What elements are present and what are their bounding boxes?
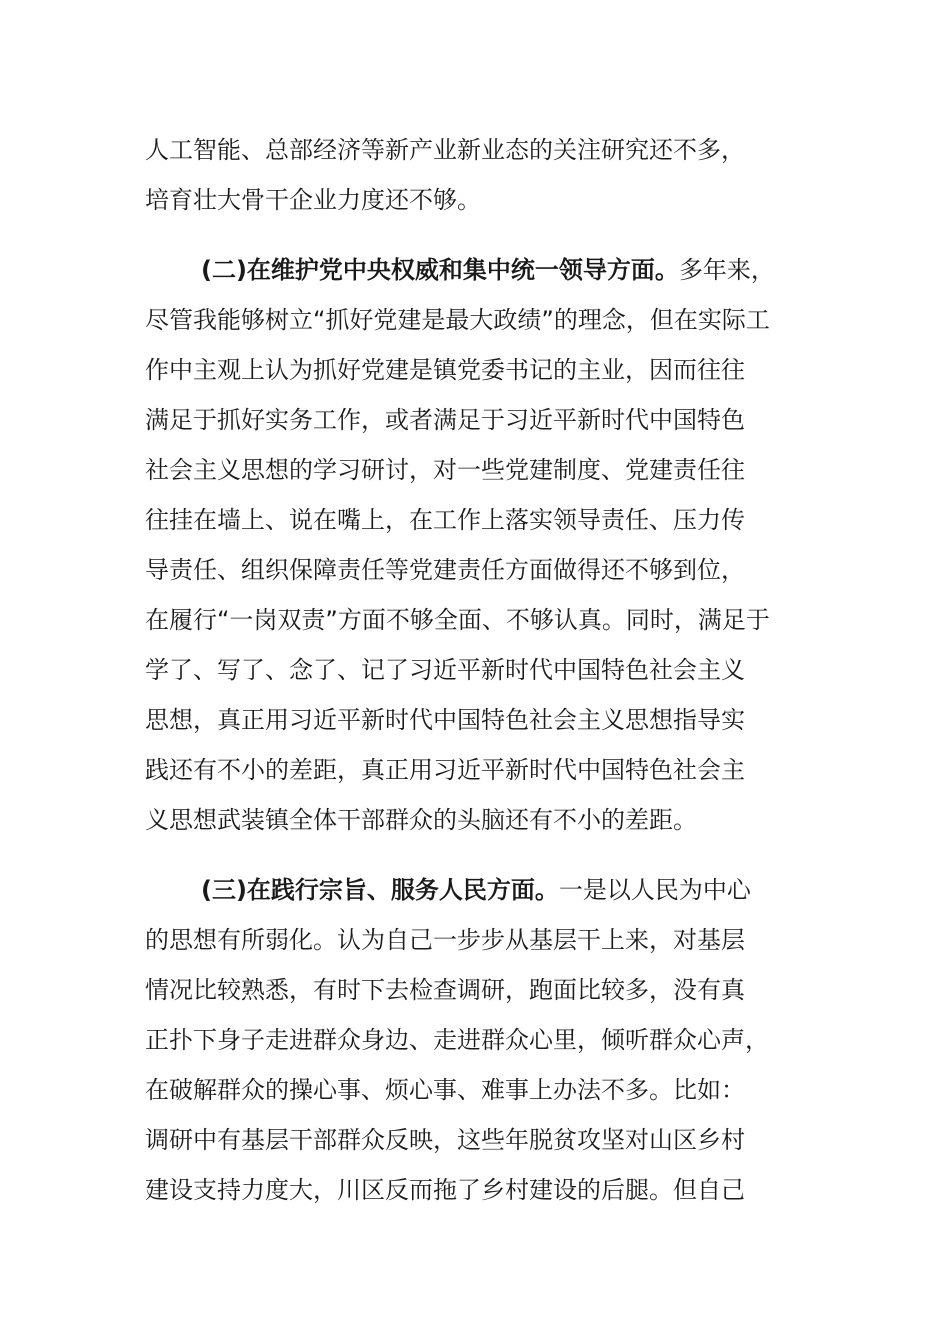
text-line: 在破解群众的操心事、烦心事、难事上办法不多。比如： [145, 1076, 745, 1104]
document-page [145, 125, 807, 1215]
section-heading: (二)在维护党中央权威和集中统一领导方面。 [201, 256, 679, 284]
text-line: 思想，真正用习近平新时代中国特色社会主义思想指导实 [145, 706, 745, 734]
text-line: 践还有不小的差距，真正用习近平新时代中国特色社会主 [145, 756, 745, 784]
paragraph-3 [145, 865, 807, 1215]
text-line: 义思想武装镇全体干部群众的头脑还有不小的差距。 [145, 806, 697, 834]
text-line: 尽管我能够树立“抓好党建是最大政绩”的理念，但在实际工 [145, 306, 770, 334]
text-line: 往挂在墙上、说在嘴上，在工作上落实领导责任、压力传 [145, 506, 745, 534]
paragraph-first-line [145, 865, 807, 915]
text-run: 多年来， [678, 256, 775, 284]
text-line: 的思想有所弱化。认为自己一步步从基层干上来，对基层 [145, 926, 745, 954]
text-line: 学了、写了、念了、记了习近平新时代中国特色社会主义 [145, 656, 745, 684]
paragraph-gap [145, 225, 807, 245]
text-line: 人工智能、总部经济等新产业新业态的关注研究还不多， [145, 136, 745, 164]
text-run: 一是以人民为中心 [558, 876, 751, 904]
text-line: 培育壮大骨干企业力度还不够。 [145, 186, 481, 214]
section-heading: (三)在践行宗旨、服务人民方面。 [201, 876, 559, 904]
text-line: 社会主义思想的学习研讨，对一些党建制度、党建责任往 [145, 456, 745, 484]
text-line: 正扑下身子走进群众身边、走进群众心里，倾听群众心声， [145, 1026, 769, 1054]
text-line: 调研中有基层干部群众反映，这些年脱贫攻坚对山区乡村 [145, 1126, 745, 1154]
paragraph-gap [145, 845, 807, 865]
text-line: 导责任、组织保障责任等党建责任方面做得还不够到位， [145, 556, 745, 584]
paragraph-first-line [145, 245, 807, 295]
text-line: 建设支持力度大，川区反而拖了乡村建设的后腿。但自己 [145, 1176, 745, 1204]
text-line: 情况比较熟悉，有时下去检查调研，跑面比较多，没有真 [145, 976, 745, 1004]
text-line: 满足于抓好实务工作，或者满足于习近平新时代中国特色 [145, 406, 745, 434]
paragraph-1 [145, 125, 807, 225]
text-line: 在履行“一岗双责”方面不够全面、不够认真。同时，满足于 [145, 606, 770, 634]
paragraph-2 [145, 245, 807, 845]
text-line: 作中主观上认为抓好党建是镇党委书记的主业，因而往往 [145, 356, 745, 384]
